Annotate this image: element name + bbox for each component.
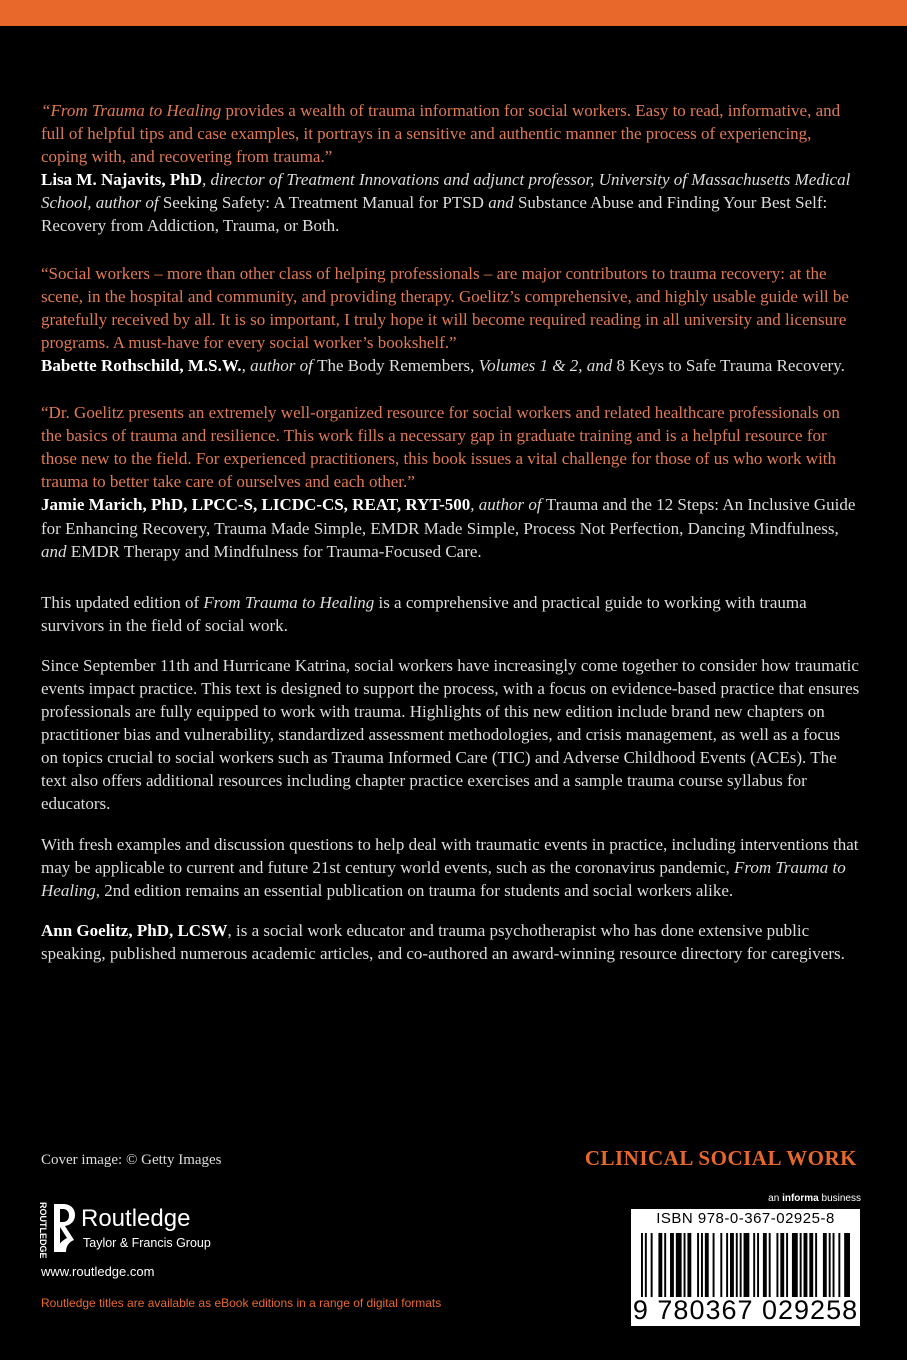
- barcode-bar: [705, 1233, 709, 1297]
- barcode-bar: [744, 1233, 750, 1297]
- reviewer-role: , author of: [241, 355, 318, 375]
- barcode-bar: [792, 1233, 798, 1297]
- barcode-bar: [645, 1233, 647, 1297]
- author-bio: Ann Goelitz, PhD, LCSW, is a social work educator and trauma psychotherapist who has done extensive public speaking, published numerous academic articles, and co-authored an award-winning resource directory for caregivers.: [41, 920, 845, 963]
- reviewer-works-2: 8 Keys to Safe Trauma Recovery.: [616, 355, 845, 375]
- description-paragraph-1: This updated edition of From Trauma to Healing is a comprehensive and practical guide to working with trauma survivors in the field of social work.: [41, 592, 807, 635]
- barcode-bar: [776, 1233, 778, 1297]
- barcode-bar: [753, 1233, 755, 1297]
- publisher-group: Taylor & Francis Group: [83, 1236, 211, 1250]
- barcode-bar: [833, 1233, 835, 1297]
- routledge-r-icon: [51, 1202, 77, 1254]
- publisher-website[interactable]: www.routledge.com: [41, 1264, 155, 1279]
- barcode-bar: [720, 1233, 722, 1297]
- review-quote-3: [41, 401, 861, 493]
- barcode-bar: [823, 1233, 827, 1297]
- barcode-bars: [639, 1233, 852, 1297]
- review-quote-2: [41, 262, 861, 354]
- barcode-bar: [726, 1233, 728, 1297]
- book-title-italic: From Trauma to Healing: [203, 592, 375, 612]
- ebook-note: Routledge titles are available as eBook editions in a range of digital formats: [41, 1296, 442, 1310]
- series-label: CLINICAL SOCIAL WORK: [584, 1146, 857, 1170]
- barcode-bar: [804, 1233, 808, 1297]
- barcode-bar: [701, 1233, 703, 1297]
- review-quote-1: [41, 99, 861, 168]
- reviewer-name: Lisa M. Najavits, PhD: [41, 170, 203, 190]
- barcode-bar: [844, 1233, 850, 1297]
- barcode-bar: [780, 1233, 784, 1297]
- barcode-bar: [713, 1233, 715, 1297]
- informa-brand: informa: [782, 1193, 819, 1204]
- informa-tag: an informa business: [768, 1193, 861, 1204]
- barcode-bar: [651, 1233, 653, 1297]
- barcode-bar: [786, 1233, 788, 1297]
- cover-image-credit: Cover image: © Getty Images: [41, 1152, 222, 1168]
- reviewer-works-joiner: Volumes 1 & 2, and: [474, 355, 617, 375]
- barcode-bar: [658, 1233, 662, 1297]
- description-paragraph-3: With fresh examples and discussion questions to help deal with traumatic events in practice, including interventions that may be applicable to current and future 21st century world events, such as the coronavirus pandemic, From Trauma to Healing, 2nd edition remains an essential publication on trauma for students and social workers alike.: [41, 834, 859, 900]
- publisher-logo: [37, 1200, 227, 1258]
- barcode-bar: [676, 1233, 682, 1297]
- reviewer-works-joiner: and: [41, 541, 71, 561]
- publisher-side-text: ROUTLEDGE: [38, 1202, 48, 1259]
- barcode-bar: [838, 1233, 840, 1297]
- barcode-bar: [670, 1233, 674, 1297]
- reviewer-works: Seeking Safety: A Treatment Manual for PTSD: [162, 193, 484, 213]
- reviewer-works-2: Substance Abuse and Finding Your Best Self: Recovery from Addiction, Trauma, or Both.: [41, 193, 828, 236]
- barcode-bar: [736, 1233, 738, 1297]
- barcode-bar: [641, 1233, 643, 1297]
- back-cover-text: [41, 99, 861, 965]
- isbn-barcode: [631, 1209, 860, 1326]
- barcode-bar: [697, 1233, 699, 1297]
- barcode-bar: [763, 1233, 767, 1297]
- reviewer-works: Trauma and the 12 Steps: An Inclusive Guide for Enhancing Recovery, Trauma Made Simple, EMDR Made Simple, Process Not Perfection, Dancing Mindfulness,: [41, 495, 856, 538]
- barcode-bar: [800, 1233, 802, 1297]
- reviewer-name: Jamie Marich, PhD, LPCC-S, LICDC-CS, REAT, RYT-500: [41, 495, 471, 515]
- barcode-digits: 9 780367 029258: [632, 1295, 859, 1325]
- quote-text: “Dr. Goelitz presents an extremely well-organized resource for social workers and related healthcare professionals on the basics of trauma and resilience. This work fills a necessary gap in graduate training and is a helpful resource for those new to the field. For experienced practitioners, this book issues a vital challenge for those of us who work with trauma to better take care of ourselves and each other.”: [41, 403, 840, 492]
- barcode-bar: [664, 1233, 666, 1297]
- barcode-bar: [829, 1233, 831, 1297]
- top-color-band: [0, 0, 907, 26]
- review-attribution-2: [41, 354, 861, 377]
- barcode-bar: [769, 1233, 771, 1297]
- quote-text: “Social workers – more than other class of helping professionals – are major contributors to trauma recovery: at the scene, in the hospital and community, and providing therapy. Goelitz’s comprehensive, and highly usable guide will be gratefully received by all. It is so important, I truly hope it will become required reading in all university and licensure programs. A must-have for every social worker’s bookshelf.”: [41, 263, 849, 352]
- barcode-bar: [757, 1233, 759, 1297]
- description-paragraph-2: Since September 11th and Hurricane Katrina, social workers have increasingly come together to consider how traumatic events impact practice. This text is designed to support the process, with a focus on evidence-based practice that ensures professionals are fully equipped to work with trauma. Highlights of this new edition include brand new chapters on practitioner bias and vulnerability, standardized assessment methodologies, and crisis management, as well as a focus on topics crucial to social workers such as Trauma Informed Care (TIC) and Adverse Childhood Events (ACEs). The text also offers additional resources including chapter practice exercises and a sample trauma course syllabus for educators.: [41, 655, 860, 814]
- barcode-bar: [687, 1233, 691, 1297]
- publisher-name: Routledge: [81, 1205, 191, 1232]
- book-title-italic: From Trauma to Healing: [41, 857, 846, 900]
- quote-title-italic: “From Trauma to Healing: [41, 101, 222, 120]
- review-attribution-3: [41, 493, 861, 562]
- review-attribution-1: [41, 168, 861, 237]
- reviewer-name: Babette Rothschild, M.S.W.: [41, 355, 242, 375]
- reviewer-works: The Body Remembers,: [317, 355, 475, 375]
- barcode-bar: [730, 1233, 734, 1297]
- reviewer-role: , author of: [470, 495, 546, 515]
- isbn-text: ISBN 978-0-367-02925-8: [656, 1210, 835, 1227]
- quote-text: provides a wealth of trauma information for social workers. Easy to read, informative, and full of helpful tips and case examples, it portrays in a sensitive and authentic manner the process of experiencing, coping with, and recovering from trauma.”: [41, 101, 841, 167]
- reviewer-works-joiner: and: [483, 193, 518, 213]
- barcode-bar: [740, 1233, 742, 1297]
- barcode-bar: [809, 1233, 813, 1297]
- reviewer-works-2: EMDR Therapy and Mindfulness for Trauma-Focused Care.: [70, 541, 482, 561]
- reviewer-role: , director of Treatment Innovations and adjunct professor, University of Massachusetts Medical School, author of: [41, 170, 851, 213]
- barcode-bar: [815, 1233, 817, 1297]
- barcode-bar: [684, 1233, 686, 1297]
- author-name: Ann Goelitz, PhD, LCSW: [41, 920, 228, 940]
